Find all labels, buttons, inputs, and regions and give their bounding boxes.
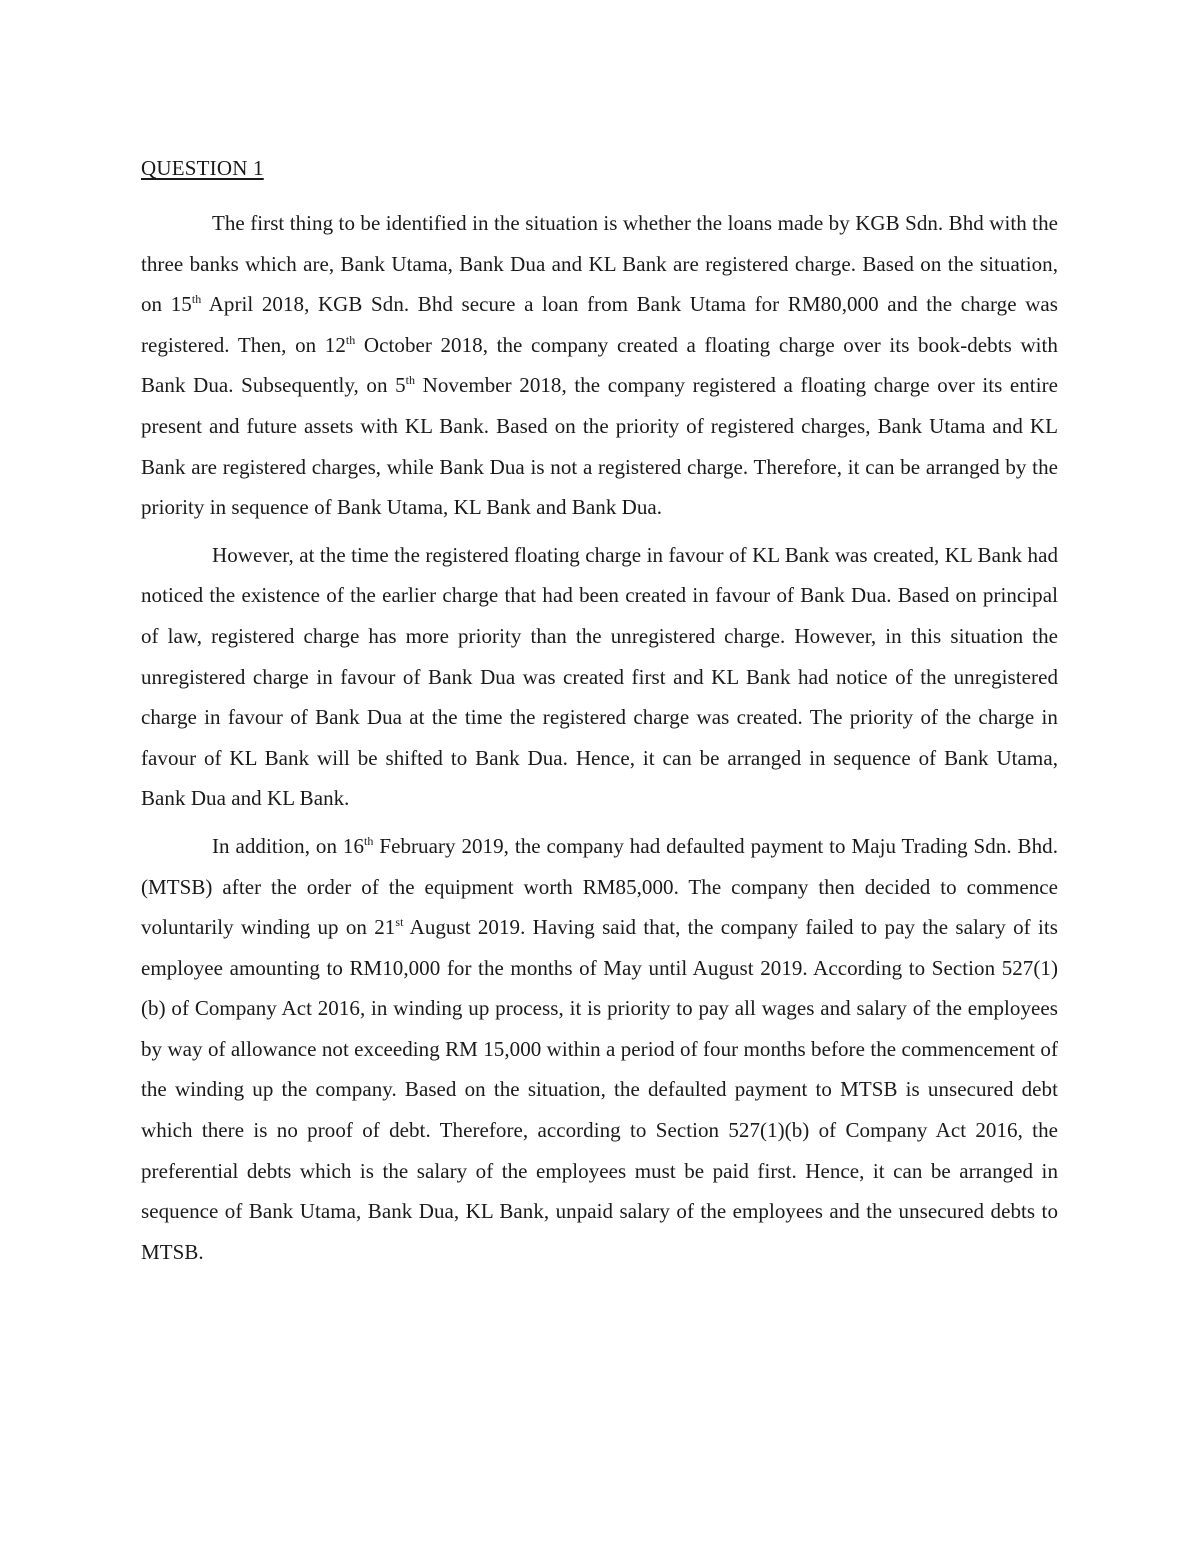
document-body [141, 203, 1058, 1272]
text-run: August 2019. Having said that, the company failed to pay the salary of its employee amounting to RM10,000 for the months of May until August 2019. According to Section 527(1)(b) of Company Act 2016, in winding up process, it is priority to pay all wages and salary of the employees by way of allowance not exceeding RM 15,000 within a period of four months before the commencement of the winding up the company. Based on the situation, the defaulted payment to MTSB is unsecured debt which there is no proof of debt. Therefore, according to Section 527(1)(b) of Company Act 2016, the preferential debts which is the salary of the employees must be paid first. Hence, it can be arranged in sequence of Bank Utama, Bank Dua, KL Bank, unpaid salary of the employees and the unsecured debts to MTSB. [141, 915, 1058, 1264]
paragraph-1 [141, 203, 1058, 528]
document-page [141, 150, 1058, 1279]
text-run: November 2018, the company registered a floating charge over its entire present and future assets with KL Bank. Based on the priority of registered charges, Bank Utama and KL Bank are registered charges, while Bank Dua is not a registered charge. Therefore, it can be arranged by the priority in sequence of Bank Utama, KL Bank and Bank Dua. [141, 373, 1058, 520]
text-run: The first thing to be identified in the situation is whether the loans made by KGB Sdn. Bhd with the three banks which are, Bank Utama, Bank Dua and KL Bank are registered charge. Based on the situation, on 15 [141, 211, 1058, 317]
paragraph-3 [141, 826, 1058, 1273]
ordinal-suffix: th [405, 373, 416, 388]
text-run: April 2018, KGB Sdn. Bhd secure a loan from Bank Utama for RM80,000 and the charge was registered. Then, on 12 [141, 292, 1059, 357]
text-run: However, at the time the registered floating charge in favour of KL Bank was created, KL Bank had noticed the existence of the earlier charge that had been created in favour of Bank Dua. Based on principal of law, registered charge has more priority than the unregistered charge. However, in this situation the unregistered charge in favour of Bank Dua was created first and KL Bank had notice of the unregistered charge in favour of Bank Dua at the time the registered charge was created. The priority of the charge in favour of KL Bank will be shifted to Bank Dua. Hence, it can be arranged in sequence of Bank Utama, Bank Dua and KL Bank. [141, 542, 1058, 811]
ordinal-suffix: st [395, 915, 404, 930]
text-run: February 2019, the company had defaulted payment to Maju Trading Sdn. Bhd. (MTSB) after the order of the equipment worth RM85,000. The company then decided to commence voluntarily winding up on 21 [141, 833, 1059, 940]
ordinal-suffix: th [364, 833, 374, 848]
question-heading: QUESTION 1 [141, 156, 264, 180]
text-run: October 2018, the company created a floating charge over its book-debts with Bank Dua. Subsequently, on 5 [141, 332, 1058, 398]
text-run: In addition, on 16 [212, 833, 365, 858]
paragraph-2 [141, 535, 1058, 819]
ordinal-suffix: th [191, 292, 202, 307]
ordinal-suffix: th [345, 332, 356, 347]
